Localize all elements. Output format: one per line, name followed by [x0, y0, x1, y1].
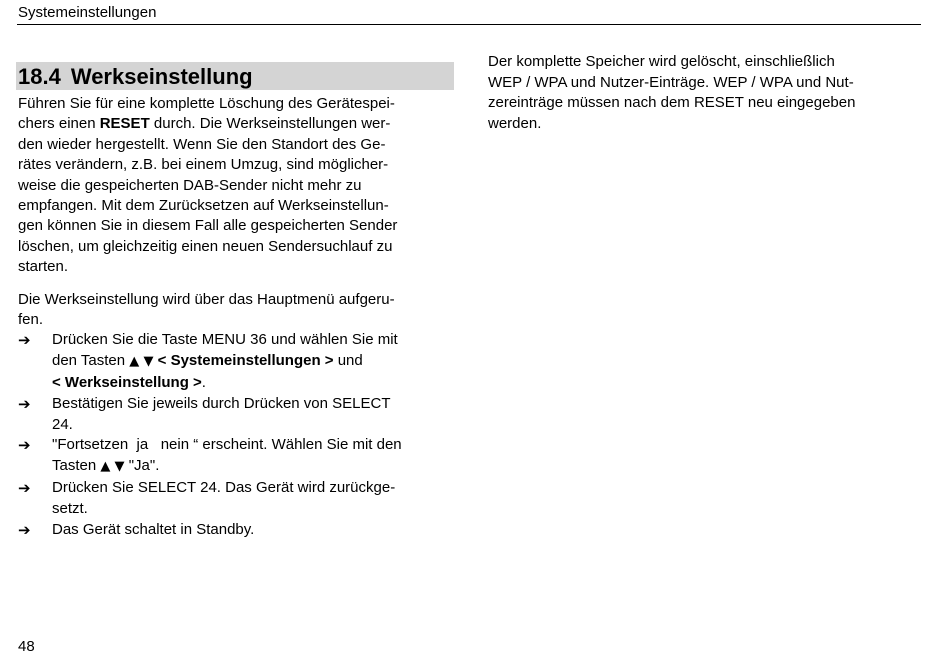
intro-line: Führen Sie für eine komplette Löschung des Gerätespei-	[18, 95, 395, 112]
right-column	[488, 52, 924, 134]
section-number: 18.4	[18, 64, 61, 89]
intro-paragraph	[18, 94, 454, 278]
intro-line: löschen, um gleichzeitig einen neuen Sendersuchlauf zu	[18, 237, 393, 255]
menu-line: fen.	[18, 311, 44, 329]
header-divider	[17, 24, 921, 25]
memory-note-paragraph	[488, 52, 924, 134]
intro-line: starten.	[18, 258, 69, 276]
step-item: ➔ Bestätigen Sie jeweils durch Drücken von SELECT 24.	[18, 394, 391, 433]
triangle-up-icon: ▲	[100, 459, 111, 475]
step-item: ➔ Das Gerät schaltet in Standby.	[18, 520, 255, 539]
triangle-down-icon: ▼	[143, 354, 154, 370]
arrow-right-icon: ➔	[18, 436, 31, 455]
step-item: ➔ Drücken Sie SELECT 24. Das Gerät wird zurückge- setzt.	[18, 479, 396, 517]
arrow-right-icon: ➔	[18, 394, 31, 413]
step-item: ➔ Drücken Sie die Taste MENU 36 und wählen Sie mit den Tasten ▲ ▼ < Systemeinstellungen > und < Werkseinstellung >.	[18, 331, 398, 392]
intro-line: chers einen	[18, 115, 100, 133]
running-header-title: Systemeinstellungen	[18, 4, 157, 21]
step-item: ➔ "Fortsetzen ja nein “ erscheint. Wählen Sie mit den Tasten ▲ ▼ "Ja".	[18, 436, 402, 475]
intro-line: den wieder hergestellt. Wenn Sie den Standort des Ge-	[18, 135, 386, 153]
intro-line: weise die gespeicherten DAB-Sender nicht mehr zu	[18, 176, 362, 194]
page-number: 48	[18, 638, 35, 655]
left-column	[18, 62, 454, 540]
arrow-right-icon: ➔	[18, 520, 31, 539]
note-line: WEP / WPA und Nutzer-Einträge. WEP / WPA und Nut-	[488, 73, 854, 91]
section-title: Werkseinstellung	[70, 64, 253, 89]
section-heading	[16, 62, 454, 90]
intro-line: empfangen. Mit dem Zurücksetzen auf Werkseinstellun-	[18, 197, 389, 215]
triangle-up-icon: ▲	[129, 354, 140, 370]
note-line: zereinträge müssen nach dem RESET neu eingegeben	[488, 94, 856, 112]
reset-keyword: RESET	[99, 115, 150, 133]
arrow-right-icon: ➔	[18, 479, 31, 498]
intro-line: rätes verändern, z.B. bei einem Umzug, sind möglicher-	[18, 156, 389, 174]
triangle-down-icon: ▼	[114, 459, 125, 475]
menu-option-systemeinstellungen: < Systemeinstellungen >	[157, 352, 334, 370]
menu-option-werkseinstellung: < Werkseinstellung >	[52, 374, 202, 392]
intro-line: durch. Die Werkseinstellungen wer-	[149, 115, 391, 133]
intro-line: gen können Sie in diesem Fall alle gespeicherten Sender	[18, 217, 398, 235]
menu-line: Die Werkseinstellung wird über das Hauptmenü aufgeru-	[18, 290, 395, 308]
arrow-right-icon: ➔	[18, 331, 31, 350]
menu-paragraph	[18, 290, 454, 331]
note-line: werden.	[488, 114, 542, 132]
instruction-steps	[18, 330, 454, 540]
note-line: Der komplette Speicher wird gelöscht, einschließlich	[488, 53, 835, 70]
